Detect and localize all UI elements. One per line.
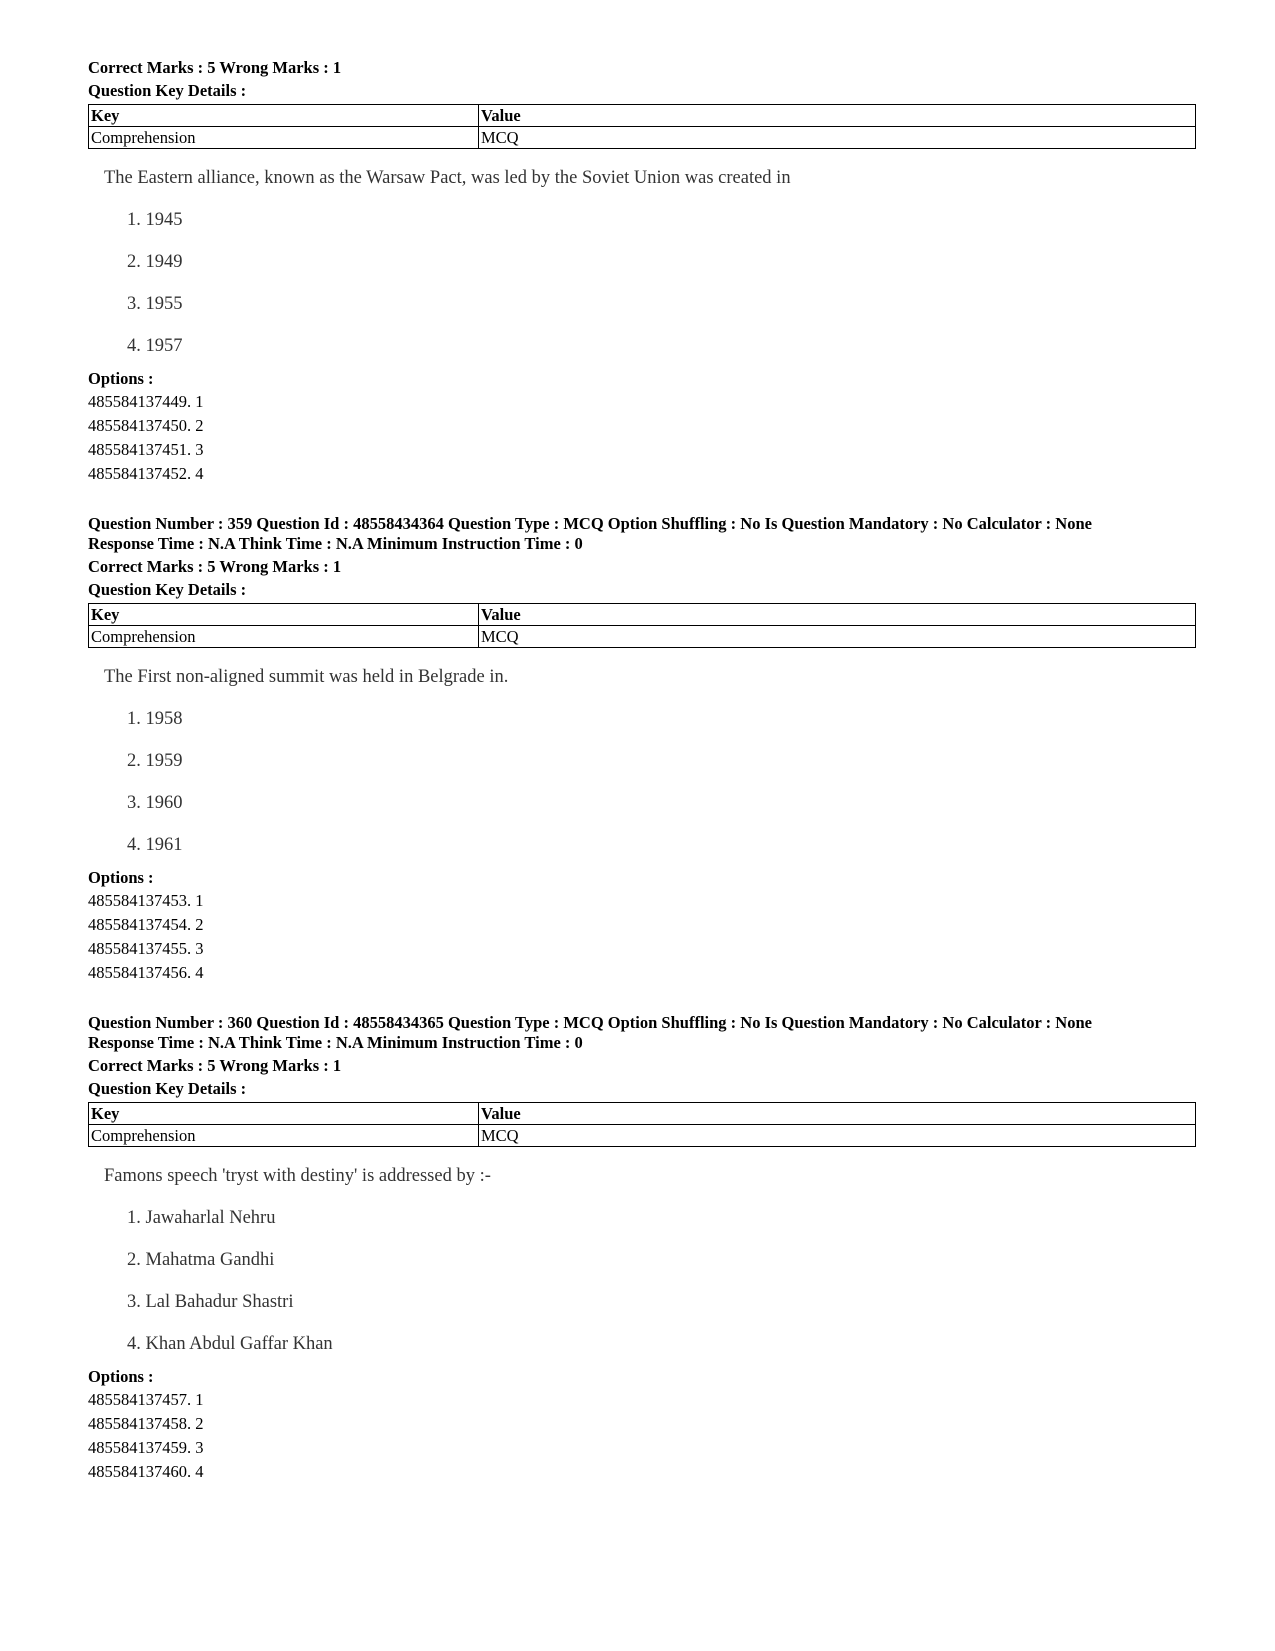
options-label: Options : bbox=[88, 369, 154, 388]
option-id: 485584137452. 4 bbox=[88, 464, 204, 483]
table-cell-value: MCQ bbox=[479, 1125, 1196, 1147]
table-header-value: Value bbox=[479, 1103, 1196, 1125]
question-block-358 bbox=[88, 58, 1196, 486]
question-meta-line: Question Number : 359 Question Id : 48558434364 Question Type : MCQ Option Shuffling : No Is Question Mandatory : No Calculator : None bbox=[88, 514, 1092, 533]
table-row bbox=[89, 1125, 1196, 1147]
question-text: The Eastern alliance, known as the Warsaw Pact, was led by the Soviet Union was created in bbox=[104, 168, 791, 188]
answer-choice: 4. 1961 bbox=[127, 835, 183, 855]
options-label: Options : bbox=[88, 868, 154, 887]
marks-line: Correct Marks : 5 Wrong Marks : 1 bbox=[88, 1056, 342, 1075]
question-block-359 bbox=[88, 514, 1196, 985]
answer-choice: 3. 1955 bbox=[127, 294, 183, 314]
options-label: Options : bbox=[88, 1367, 154, 1386]
answer-choice: 3. 1960 bbox=[127, 793, 183, 813]
key-details-label: Question Key Details : bbox=[88, 580, 247, 599]
option-id: 485584137450. 2 bbox=[88, 416, 204, 435]
table-header-row bbox=[89, 604, 1196, 626]
answer-choice: 1. 1945 bbox=[127, 210, 183, 230]
key-details-table bbox=[88, 104, 1196, 149]
table-cell-key: Comprehension bbox=[89, 1125, 479, 1147]
table-header-row bbox=[89, 105, 1196, 127]
answer-choice: 2. 1959 bbox=[127, 751, 183, 771]
table-cell-value: MCQ bbox=[479, 626, 1196, 648]
table-cell-value: MCQ bbox=[479, 127, 1196, 149]
document-page bbox=[88, 58, 1196, 1484]
key-details-table bbox=[88, 1102, 1196, 1147]
question-meta-line: Response Time : N.A Think Time : N.A Minimum Instruction Time : 0 bbox=[88, 1033, 583, 1052]
answer-choice: 4. Khan Abdul Gaffar Khan bbox=[127, 1334, 333, 1354]
question-meta-line: Response Time : N.A Think Time : N.A Minimum Instruction Time : 0 bbox=[88, 534, 583, 553]
marks-line: Correct Marks : 5 Wrong Marks : 1 bbox=[88, 557, 342, 576]
option-id: 485584137457. 1 bbox=[88, 1390, 204, 1409]
answer-choice: 1. Jawaharlal Nehru bbox=[127, 1208, 276, 1228]
marks-line: Correct Marks : 5 Wrong Marks : 1 bbox=[88, 58, 342, 77]
table-row bbox=[89, 127, 1196, 149]
question-text: Famons speech 'tryst with destiny' is addressed by :- bbox=[104, 1166, 491, 1186]
table-header-key: Key bbox=[89, 604, 479, 626]
key-details-label: Question Key Details : bbox=[88, 81, 247, 100]
answer-choice: 1. 1958 bbox=[127, 709, 183, 729]
table-cell-key: Comprehension bbox=[89, 127, 479, 149]
answer-choices bbox=[88, 209, 1196, 357]
key-details-table bbox=[88, 603, 1196, 648]
table-header-key: Key bbox=[89, 1103, 479, 1125]
option-id: 485584137453. 1 bbox=[88, 891, 204, 910]
key-details-label: Question Key Details : bbox=[88, 1079, 247, 1098]
table-header-row bbox=[89, 1103, 1196, 1125]
option-id: 485584137460. 4 bbox=[88, 1462, 204, 1481]
answer-choice: 4. 1957 bbox=[127, 336, 183, 356]
option-id: 485584137458. 2 bbox=[88, 1414, 204, 1433]
table-header-value: Value bbox=[479, 604, 1196, 626]
answer-choice: 3. Lal Bahadur Shastri bbox=[127, 1292, 294, 1312]
answer-choice: 2. 1949 bbox=[127, 252, 183, 272]
table-row bbox=[89, 626, 1196, 648]
option-id: 485584137451. 3 bbox=[88, 440, 204, 459]
question-block-360 bbox=[88, 1013, 1196, 1484]
question-text: The First non-aligned summit was held in Belgrade in. bbox=[104, 667, 509, 687]
question-meta-line: Question Number : 360 Question Id : 48558434365 Question Type : MCQ Option Shuffling : No Is Question Mandatory : No Calculator : None bbox=[88, 1013, 1092, 1032]
answer-choices bbox=[88, 708, 1196, 856]
table-header-key: Key bbox=[89, 105, 479, 127]
option-id: 485584137455. 3 bbox=[88, 939, 204, 958]
table-header-value: Value bbox=[479, 105, 1196, 127]
option-id: 485584137456. 4 bbox=[88, 963, 204, 982]
option-id: 485584137449. 1 bbox=[88, 392, 204, 411]
answer-choice: 2. Mahatma Gandhi bbox=[127, 1250, 275, 1270]
table-cell-key: Comprehension bbox=[89, 626, 479, 648]
option-id: 485584137454. 2 bbox=[88, 915, 204, 934]
answer-choices bbox=[88, 1207, 1196, 1355]
option-id: 485584137459. 3 bbox=[88, 1438, 204, 1457]
